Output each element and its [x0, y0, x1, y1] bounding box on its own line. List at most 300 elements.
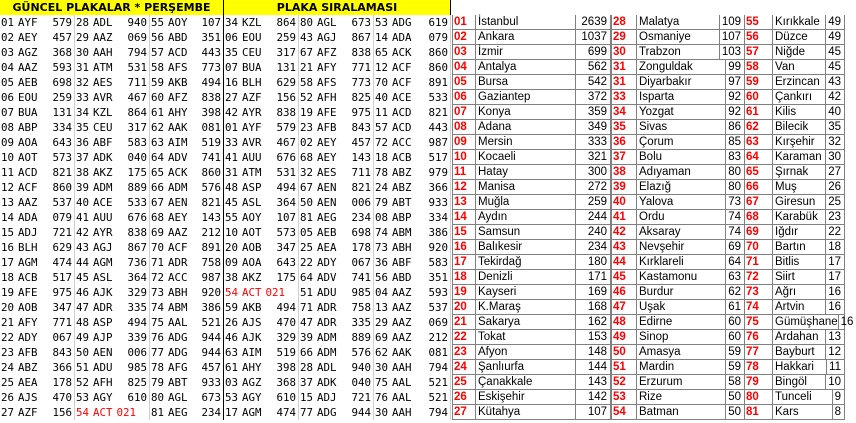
city-code[interactable]: 19: [452, 285, 476, 300]
plate-cell[interactable]: [75, 240, 150, 255]
city-group-3[interactable]: [745, 150, 845, 165]
plate-cell[interactable]: [0, 270, 75, 285]
plate-cell[interactable]: [75, 90, 150, 105]
plate-cell[interactable]: [0, 330, 75, 345]
city-count[interactable]: 2639: [576, 15, 611, 30]
plate-cell[interactable]: [374, 330, 451, 345]
plate-cell[interactable]: [299, 90, 374, 105]
plate-cell[interactable]: [299, 165, 374, 180]
city-code[interactable]: 10: [452, 150, 476, 165]
plate-cell[interactable]: [224, 255, 299, 270]
city-code[interactable]: 23: [452, 345, 476, 360]
plate-cell[interactable]: [75, 45, 150, 60]
plate-cell[interactable]: [299, 120, 374, 135]
plate-cell[interactable]: [150, 60, 224, 75]
city-count[interactable]: 542: [576, 75, 611, 90]
plate-cell[interactable]: [299, 300, 374, 315]
city-code[interactable]: 46: [611, 285, 637, 300]
plate-cell[interactable]: [299, 225, 374, 240]
city-code[interactable]: 31: [611, 60, 637, 75]
city-group-3[interactable]: [745, 360, 845, 375]
plate-cell[interactable]: [299, 45, 374, 60]
city-code[interactable]: 37: [611, 150, 637, 165]
plate-cell[interactable]: [0, 135, 75, 150]
city-group-3[interactable]: [745, 105, 845, 120]
city-code[interactable]: 50: [611, 345, 637, 360]
city-group-3[interactable]: [745, 390, 845, 405]
plate-cell[interactable]: [299, 15, 374, 30]
city-name[interactable]: Muğla: [476, 195, 576, 210]
plate-cell[interactable]: [0, 165, 75, 180]
plate-cell[interactable]: [224, 210, 299, 225]
city-count[interactable]: 300: [576, 165, 611, 180]
city-count[interactable]: 259: [576, 195, 611, 210]
city-code[interactable]: 17: [452, 255, 476, 270]
plate-cell[interactable]: [374, 270, 451, 285]
city-name[interactable]: Eskişehir: [476, 390, 576, 405]
plate-cell[interactable]: [0, 375, 75, 390]
plate-cell[interactable]: [0, 300, 75, 315]
city-count[interactable]: 107: [576, 405, 611, 420]
plate-cell[interactable]: [224, 15, 299, 30]
plate-cell[interactable]: [75, 390, 150, 405]
plate-cell[interactable]: [0, 150, 75, 165]
city-group-2[interactable]: [637, 75, 745, 90]
plate-cell[interactable]: [0, 285, 75, 300]
plate-cell[interactable]: [224, 90, 299, 105]
city-code[interactable]: 42: [611, 225, 637, 240]
plate-cell[interactable]: [299, 180, 374, 195]
plate-cell[interactable]: [299, 135, 374, 150]
city-name[interactable]: İzmir: [476, 45, 576, 60]
city-count[interactable]: 180: [576, 255, 611, 270]
plate-cell[interactable]: [299, 105, 374, 120]
plate-cell[interactable]: [224, 225, 299, 240]
city-group-2[interactable]: [637, 345, 745, 360]
city-name[interactable]: Mersin: [476, 135, 576, 150]
city-name[interactable]: Kocaeli: [476, 150, 576, 165]
plate-cell[interactable]: [75, 180, 150, 195]
plate-cell[interactable]: [299, 255, 374, 270]
plate-cell[interactable]: [374, 15, 451, 30]
plate-cell[interactable]: [75, 285, 150, 300]
plate-cell[interactable]: [150, 375, 224, 390]
city-group-3[interactable]: [745, 30, 845, 45]
city-code[interactable]: 26: [452, 390, 476, 405]
city-name[interactable]: Hatay: [476, 165, 576, 180]
plate-cell[interactable]: [75, 255, 150, 270]
city-name[interactable]: Antalya: [476, 60, 576, 75]
plate-cell[interactable]: [224, 330, 299, 345]
city-group-3[interactable]: [745, 45, 845, 60]
city-name[interactable]: Konya: [476, 105, 576, 120]
plate-cell[interactable]: [374, 240, 451, 255]
plate-cell[interactable]: [374, 300, 451, 315]
plate-cell[interactable]: [374, 285, 451, 300]
city-count[interactable]: 143: [576, 375, 611, 390]
plate-cell[interactable]: [0, 240, 75, 255]
city-count[interactable]: 240: [576, 225, 611, 240]
plate-cell[interactable]: [299, 285, 374, 300]
city-count[interactable]: 244: [576, 210, 611, 225]
city-group-2[interactable]: [637, 45, 745, 60]
plate-cell[interactable]: [299, 390, 374, 405]
plate-cell[interactable]: [150, 120, 224, 135]
city-group-2[interactable]: [637, 405, 745, 420]
city-group-3[interactable]: [745, 210, 845, 225]
plate-cell[interactable]: [0, 225, 75, 240]
plate-cell[interactable]: [374, 60, 451, 75]
plate-cell[interactable]: [374, 75, 451, 90]
city-group-2[interactable]: [637, 285, 745, 300]
plate-cell[interactable]: [0, 315, 75, 330]
plate-cell[interactable]: [150, 105, 224, 120]
city-count[interactable]: 349: [576, 120, 611, 135]
city-name[interactable]: Şanlıurfa: [476, 360, 576, 375]
city-code[interactable]: 25: [452, 375, 476, 390]
city-name[interactable]: Denizli: [476, 270, 576, 285]
plate-cell[interactable]: [150, 345, 224, 360]
plate-cell[interactable]: [150, 270, 224, 285]
city-group-3[interactable]: [745, 165, 845, 180]
plate-cell[interactable]: [224, 180, 299, 195]
plate-cell[interactable]: [299, 360, 374, 375]
plate-cell[interactable]: [299, 315, 374, 330]
city-code[interactable]: 04: [452, 60, 476, 75]
city-code[interactable]: 28: [611, 15, 637, 30]
plate-cell[interactable]: [150, 90, 224, 105]
plate-cell[interactable]: [75, 330, 150, 345]
plate-cell[interactable]: [0, 30, 75, 45]
plate-cell[interactable]: [224, 60, 299, 75]
city-name[interactable]: Balıkesir: [476, 240, 576, 255]
city-count[interactable]: 162: [576, 315, 611, 330]
plate-cell[interactable]: [374, 90, 451, 105]
city-code[interactable]: 11: [452, 165, 476, 180]
plate-cell[interactable]: [299, 270, 374, 285]
plate-cell[interactable]: [75, 300, 150, 315]
plate-cell[interactable]: [0, 120, 75, 135]
plate-cell[interactable]: [224, 390, 299, 405]
plate-cell[interactable]: [374, 375, 451, 390]
plate-cell[interactable]: [374, 360, 451, 375]
city-code[interactable]: 22: [452, 330, 476, 345]
city-count[interactable]: 699: [576, 45, 611, 60]
plate-cell[interactable]: [0, 90, 75, 105]
city-group-2[interactable]: [637, 240, 745, 255]
city-group-3[interactable]: [745, 345, 845, 360]
city-code[interactable]: 49: [611, 330, 637, 345]
city-group-3[interactable]: [745, 120, 845, 135]
plate-cell[interactable]: [299, 240, 374, 255]
plate-cell[interactable]: [75, 375, 150, 390]
plate-cell[interactable]: [150, 75, 224, 90]
city-code[interactable]: 02: [452, 30, 476, 45]
city-name[interactable]: Tokat: [476, 330, 576, 345]
plate-cell[interactable]: [374, 210, 451, 225]
city-code[interactable]: 03: [452, 45, 476, 60]
plate-cell[interactable]: [150, 30, 224, 45]
city-count[interactable]: 372: [576, 90, 611, 105]
city-code[interactable]: 05: [452, 75, 476, 90]
city-group-3[interactable]: [745, 195, 845, 210]
city-name[interactable]: K.Maraş: [476, 300, 576, 315]
city-code[interactable]: 16: [452, 240, 476, 255]
city-group-2[interactable]: [637, 255, 745, 270]
plate-cell[interactable]: [150, 180, 224, 195]
plate-cell[interactable]: [224, 195, 299, 210]
plate-cell[interactable]: [150, 195, 224, 210]
city-code[interactable]: 08: [452, 120, 476, 135]
plate-cell[interactable]: [150, 360, 224, 375]
plate-cell[interactable]: [0, 180, 75, 195]
plate-cell[interactable]: [150, 315, 224, 330]
city-code[interactable]: 43: [611, 240, 637, 255]
city-group-2[interactable]: [637, 300, 745, 315]
plate-cell[interactable]: [150, 300, 224, 315]
plate-cell[interactable]: [224, 360, 299, 375]
plate-cell[interactable]: [0, 360, 75, 375]
plate-cell[interactable]: [150, 225, 224, 240]
city-group-2[interactable]: [637, 105, 745, 120]
city-group-3[interactable]: [745, 75, 845, 90]
city-count[interactable]: 333: [576, 135, 611, 150]
city-code[interactable]: 38: [611, 165, 637, 180]
plate-cell[interactable]: [150, 135, 224, 150]
plate-cell[interactable]: [75, 345, 150, 360]
plate-cell[interactable]: [374, 225, 451, 240]
city-code[interactable]: 33: [611, 90, 637, 105]
plate-cell[interactable]: [75, 405, 150, 420]
plate-cell[interactable]: [299, 345, 374, 360]
city-group-2[interactable]: [637, 210, 745, 225]
city-code[interactable]: 39: [611, 180, 637, 195]
plate-cell[interactable]: [224, 240, 299, 255]
city-group-2[interactable]: [637, 90, 745, 105]
city-code[interactable]: 06: [452, 90, 476, 105]
city-code[interactable]: 14: [452, 210, 476, 225]
plate-cell[interactable]: [224, 75, 299, 90]
city-code[interactable]: 35: [611, 120, 637, 135]
city-count[interactable]: 148: [576, 345, 611, 360]
city-name[interactable]: Bursa: [476, 75, 576, 90]
plate-cell[interactable]: [224, 165, 299, 180]
plate-cell[interactable]: [0, 210, 75, 225]
plate-cell[interactable]: [150, 150, 224, 165]
city-count[interactable]: 144: [576, 360, 611, 375]
city-group-2[interactable]: [637, 360, 745, 375]
city-group-2[interactable]: [637, 135, 745, 150]
plate-cell[interactable]: [75, 360, 150, 375]
city-code[interactable]: 15: [452, 225, 476, 240]
city-group-3[interactable]: [745, 240, 845, 255]
city-group-3[interactable]: [745, 270, 845, 285]
plate-cell[interactable]: [150, 330, 224, 345]
city-name[interactable]: Aydın: [476, 210, 576, 225]
city-code[interactable]: 30: [611, 45, 637, 60]
city-code[interactable]: 18: [452, 270, 476, 285]
plate-cell[interactable]: [299, 195, 374, 210]
plate-cell[interactable]: [299, 330, 374, 345]
plate-cell[interactable]: [299, 60, 374, 75]
city-code[interactable]: 52: [611, 375, 637, 390]
city-group-3[interactable]: [745, 255, 845, 270]
plate-cell[interactable]: [75, 15, 150, 30]
city-code[interactable]: 53: [611, 390, 637, 405]
plate-cell[interactable]: [0, 15, 75, 30]
plate-cell[interactable]: [299, 405, 374, 420]
city-group-2[interactable]: [637, 180, 745, 195]
plate-cell[interactable]: [224, 30, 299, 45]
plate-cell[interactable]: [374, 195, 451, 210]
city-name[interactable]: Manisa: [476, 180, 576, 195]
city-code[interactable]: 09: [452, 135, 476, 150]
city-count[interactable]: 153: [576, 330, 611, 345]
city-name[interactable]: Afyon: [476, 345, 576, 360]
plate-cell[interactable]: [299, 210, 374, 225]
city-group-2[interactable]: [637, 225, 745, 240]
city-code[interactable]: 07: [452, 105, 476, 120]
plate-cell[interactable]: [224, 405, 299, 420]
city-group-2[interactable]: [637, 375, 745, 390]
plate-cell[interactable]: [299, 30, 374, 45]
city-group-3[interactable]: [745, 285, 845, 300]
city-name[interactable]: Ankara: [476, 30, 576, 45]
city-count[interactable]: 321: [576, 150, 611, 165]
plate-cell[interactable]: [374, 105, 451, 120]
city-group-3[interactable]: [745, 375, 845, 390]
plate-cell[interactable]: [224, 345, 299, 360]
city-group-3[interactable]: [745, 135, 845, 150]
plate-cell[interactable]: [0, 105, 75, 120]
plate-cell[interactable]: [0, 255, 75, 270]
plate-cell[interactable]: [150, 390, 224, 405]
plate-cell[interactable]: [75, 30, 150, 45]
city-count[interactable]: 171: [576, 270, 611, 285]
plate-cell[interactable]: [224, 300, 299, 315]
city-code[interactable]: 44: [611, 255, 637, 270]
city-code[interactable]: 21: [452, 315, 476, 330]
plate-cell[interactable]: [0, 195, 75, 210]
city-name[interactable]: Samsun: [476, 225, 576, 240]
city-code[interactable]: 54: [611, 405, 637, 420]
plate-cell[interactable]: [224, 375, 299, 390]
city-code[interactable]: 20: [452, 300, 476, 315]
city-group-3[interactable]: [745, 15, 845, 30]
plate-cell[interactable]: [374, 30, 451, 45]
plate-cell[interactable]: [299, 75, 374, 90]
plate-cell[interactable]: [150, 285, 224, 300]
city-code[interactable]: 31: [611, 75, 637, 90]
city-name[interactable]: Gaziantep: [476, 90, 576, 105]
plate-cell[interactable]: [224, 315, 299, 330]
plate-cell[interactable]: [224, 120, 299, 135]
city-group-2[interactable]: [637, 165, 745, 180]
plate-cell[interactable]: [374, 135, 451, 150]
city-code[interactable]: 27: [452, 405, 476, 420]
plate-cell[interactable]: [374, 165, 451, 180]
plate-cell[interactable]: [75, 105, 150, 120]
plate-cell[interactable]: [0, 45, 75, 60]
plate-cell[interactable]: [75, 60, 150, 75]
city-group-3[interactable]: [745, 315, 854, 330]
city-code[interactable]: 24: [452, 360, 476, 375]
city-name[interactable]: Tekirdağ: [476, 255, 576, 270]
plate-cell[interactable]: [0, 75, 75, 90]
city-group-2[interactable]: [637, 150, 745, 165]
city-code[interactable]: 01: [452, 15, 476, 30]
city-count[interactable]: 142: [576, 390, 611, 405]
plate-cell[interactable]: [75, 120, 150, 135]
plate-cell[interactable]: [150, 15, 224, 30]
city-name[interactable]: Sakarya: [476, 315, 576, 330]
plate-cell[interactable]: [224, 105, 299, 120]
plate-cell[interactable]: [374, 45, 451, 60]
plate-cell[interactable]: [224, 135, 299, 150]
city-code[interactable]: 13: [452, 195, 476, 210]
city-count[interactable]: 168: [576, 300, 611, 315]
city-code[interactable]: 36: [611, 135, 637, 150]
plate-cell[interactable]: [150, 240, 224, 255]
plate-cell[interactable]: [75, 75, 150, 90]
city-code[interactable]: 45: [611, 270, 637, 285]
plate-cell[interactable]: [75, 135, 150, 150]
plate-cell[interactable]: [75, 150, 150, 165]
plate-cell[interactable]: [75, 165, 150, 180]
city-count[interactable]: 1037: [576, 30, 611, 45]
plate-cell[interactable]: [374, 405, 451, 420]
city-group-2[interactable]: [637, 270, 745, 285]
city-name[interactable]: Adana: [476, 120, 576, 135]
plate-cell[interactable]: [75, 210, 150, 225]
city-code[interactable]: 12: [452, 180, 476, 195]
city-group-2[interactable]: [637, 120, 745, 135]
city-group-3[interactable]: [745, 300, 845, 315]
city-code[interactable]: 48: [611, 315, 637, 330]
plate-cell[interactable]: [299, 150, 374, 165]
plate-cell[interactable]: [75, 315, 150, 330]
city-group-3[interactable]: [745, 330, 845, 345]
city-group-3[interactable]: [745, 225, 845, 240]
plate-cell[interactable]: [150, 165, 224, 180]
plate-cell[interactable]: [75, 270, 150, 285]
city-name[interactable]: Çanakkale: [476, 375, 576, 390]
plate-cell[interactable]: [0, 345, 75, 360]
plate-cell[interactable]: [75, 195, 150, 210]
plate-cell[interactable]: [374, 390, 451, 405]
plate-cell[interactable]: [374, 150, 451, 165]
plate-cell[interactable]: [224, 150, 299, 165]
city-name[interactable]: Kayseri: [476, 285, 576, 300]
city-group-2[interactable]: [637, 30, 745, 45]
city-count[interactable]: 562: [576, 60, 611, 75]
plate-cell[interactable]: [224, 270, 299, 285]
plate-cell[interactable]: [374, 345, 451, 360]
city-group-2[interactable]: [637, 15, 745, 30]
city-code[interactable]: 47: [611, 300, 637, 315]
city-group-3[interactable]: [745, 180, 845, 195]
plate-cell[interactable]: [75, 225, 150, 240]
city-name[interactable]: İstanbul: [476, 15, 576, 30]
plate-cell[interactable]: [224, 45, 299, 60]
plate-cell[interactable]: [224, 285, 299, 300]
city-name[interactable]: Kütahya: [476, 405, 576, 420]
city-group-3[interactable]: [745, 405, 845, 420]
city-code[interactable]: 40: [611, 195, 637, 210]
plate-cell[interactable]: [0, 390, 75, 405]
city-count[interactable]: 169: [576, 285, 611, 300]
city-group-3[interactable]: [745, 90, 845, 105]
